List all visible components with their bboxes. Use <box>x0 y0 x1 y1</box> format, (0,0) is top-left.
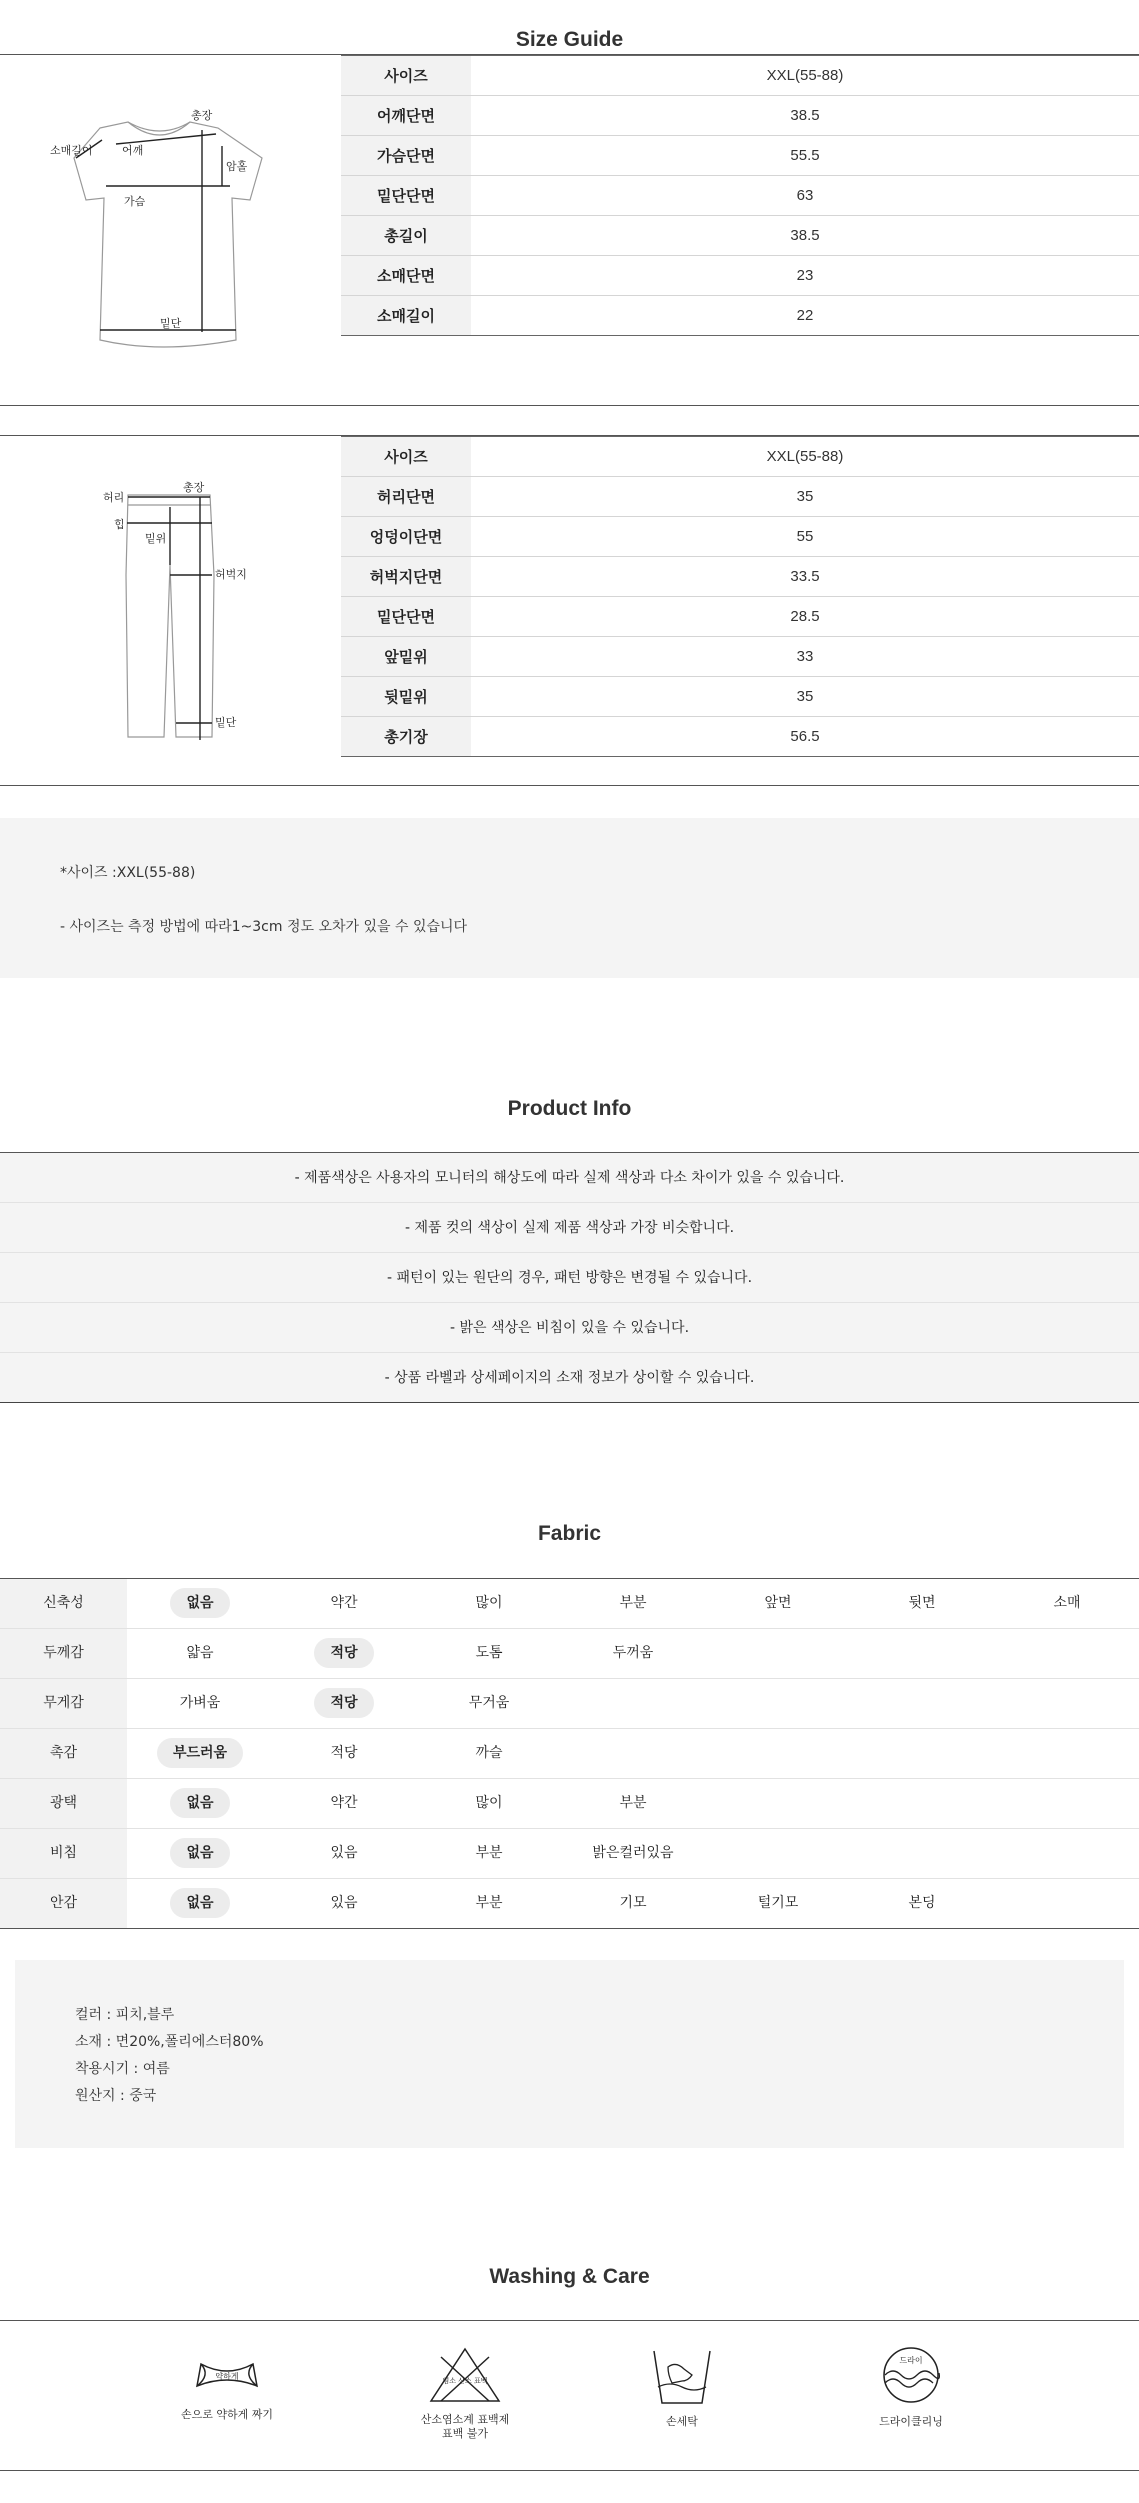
fabric-option: 약간 <box>330 1595 358 1611</box>
fabric-option: 소매 <box>1053 1595 1081 1611</box>
care-label: 손세탁 <box>666 2415 698 2428</box>
diagram-label-rise: 밑위 <box>145 532 167 545</box>
fabric-option: 기모 <box>619 1895 647 1911</box>
diagram-label-hem: 밑단 <box>160 317 182 330</box>
fabric-option-selected: 부드러움 <box>140 1729 260 1778</box>
fabric-option: 밝은컬러있음 <box>592 1845 674 1861</box>
fabric-row <box>0 1729 1139 1779</box>
fabric-row <box>0 1779 1139 1829</box>
table-row: 사이즈 XXL(55-88) <box>341 437 1139 477</box>
diagram-label-chest: 가슴 <box>124 195 146 208</box>
product-info-line: - 상품 라벨과 상세페이지의 소재 정보가 상이할 수 있습니다. <box>0 1353 1139 1403</box>
detail-origin: 원산지 : 중국 <box>75 2088 157 2104</box>
fabric-row <box>0 1879 1139 1929</box>
no-bleach-icon <box>425 2345 505 2405</box>
fabric-option: 부분 <box>475 1895 503 1911</box>
table-row: 소매길이 22 <box>341 296 1139 336</box>
diagram-label-shoulder: 어깨 <box>122 144 144 157</box>
svg-text:드라이: 드라이 <box>899 2356 923 2365</box>
care-label: 산소염소계 표백제 표백 불가 <box>420 2413 510 2440</box>
fabric-option: 부분 <box>619 1795 647 1811</box>
diagram-label-hip: 힙 <box>114 518 125 531</box>
svg-text:염소 산소 표백: 염소 산소 표백 <box>442 2377 488 2385</box>
fabric-row-label: 무게감 <box>0 1679 127 1728</box>
fabric-option-selected: 없음 <box>140 1779 260 1828</box>
diagram-label-hem: 밑단 <box>215 716 237 729</box>
fabric-option: 많이 <box>475 1795 503 1811</box>
detail-color: 컬러 : 피치,블루 <box>75 2007 175 2023</box>
table-row: 사이즈 XXL(55-88) <box>341 56 1139 96</box>
table-row: 어깨단면 38.5 <box>341 96 1139 136</box>
fabric-row-label: 두께감 <box>0 1629 127 1678</box>
fabric-row-label: 촉감 <box>0 1729 127 1778</box>
table-row: 허벅지단면 33.5 <box>341 557 1139 597</box>
product-info-line: - 제품 컷의 색상이 실제 제품 색상과 가장 비슷합니다. <box>0 1203 1139 1253</box>
table-row: 밑단단면 28.5 <box>341 597 1139 637</box>
table-row: 소매단면 23 <box>341 256 1139 296</box>
fabric-row-label: 안감 <box>0 1879 127 1928</box>
product-info-title: Product Info <box>507 1097 632 1120</box>
bottom-size-table <box>341 436 1139 757</box>
size-note: - 사이즈는 측정 방법에 따라1~3cm 정도 오차가 있을 수 있습니다 <box>60 919 468 935</box>
divider <box>0 2470 1139 2471</box>
product-info-line: - 제품색상은 사용자의 모니터의 해상도에 따라 실제 색상과 다소 차이가 있을 수 있습니다. <box>0 1153 1139 1203</box>
fabric-option: 많이 <box>475 1595 503 1611</box>
divider <box>0 2320 1139 2321</box>
fabric-option: 있음 <box>330 1845 358 1861</box>
fabric-option-selected: 적당 <box>284 1629 404 1678</box>
fabric-option-selected: 없음 <box>140 1879 260 1928</box>
divider <box>0 785 1139 786</box>
table-row: 뒷밑위 35 <box>341 677 1139 717</box>
diagram-label-length: 총장 <box>183 481 205 494</box>
fabric-row <box>0 1629 1139 1679</box>
fabric-title: Fabric <box>537 1522 602 1545</box>
hand-wash-icon <box>642 2345 722 2407</box>
product-info-line: - 밝은 색상은 비침이 있을 수 있습니다. <box>0 1303 1139 1353</box>
fabric-row <box>0 1579 1139 1629</box>
care-label: 드라이클리닝 <box>879 2415 943 2428</box>
fabric-option-selected: 없음 <box>140 1829 260 1878</box>
fabric-row <box>0 1829 1139 1879</box>
care-item-wring <box>137 2350 317 2422</box>
fabric-row-label: 광택 <box>0 1779 127 1828</box>
detail-season: 착용시기 : 여름 <box>75 2061 170 2077</box>
gentle-wring-icon <box>187 2350 267 2400</box>
table-row: 총기장 56.5 <box>341 717 1139 757</box>
fabric-option: 무거움 <box>468 1695 510 1711</box>
fabric-option: 본딩 <box>908 1895 936 1911</box>
care-item-dry-clean <box>821 2345 1001 2429</box>
fabric-option: 가벼움 <box>179 1695 221 1711</box>
fabric-option: 얇음 <box>186 1645 214 1661</box>
fabric-row <box>0 1679 1139 1729</box>
fabric-option: 뒷면 <box>908 1595 936 1611</box>
fabric-option: 있음 <box>330 1895 358 1911</box>
fabric-option: 적당 <box>330 1745 358 1761</box>
fabric-option: 앞면 <box>764 1595 792 1611</box>
fabric-option: 부분 <box>475 1845 503 1861</box>
diagram-label-waist: 허리 <box>103 491 125 504</box>
fabric-option: 털기모 <box>757 1895 799 1911</box>
size-note: *사이즈 :XXL(55-88) <box>60 865 196 881</box>
fabric-option-selected: 적당 <box>284 1679 404 1728</box>
fabric-option: 까슬 <box>475 1745 503 1761</box>
diagram-label-thigh: 허벅지 <box>215 568 247 581</box>
top-size-table <box>341 55 1139 336</box>
diagram-label-length: 총장 <box>191 109 213 122</box>
product-info-line: - 패턴이 있는 원단의 경우, 패턴 방향은 변경될 수 있습니다. <box>0 1253 1139 1303</box>
size-guide-title: Size Guide <box>515 28 624 51</box>
fabric-option: 두꺼움 <box>612 1645 654 1661</box>
diagram-label-sleeve: 소매길이 <box>50 144 93 157</box>
svg-text:약하게: 약하게 <box>215 2372 239 2381</box>
dry-clean-icon <box>871 2345 951 2407</box>
fabric-option: 부분 <box>619 1595 647 1611</box>
table-row: 총길이 38.5 <box>341 216 1139 256</box>
fabric-option: 약간 <box>330 1795 358 1811</box>
divider <box>0 1928 1139 1929</box>
table-row: 밑단단면 63 <box>341 176 1139 216</box>
fabric-row-label: 비침 <box>0 1829 127 1878</box>
fabric-detail-box <box>15 1960 1124 2148</box>
table-row: 엉덩이단면 55 <box>341 517 1139 557</box>
detail-material: 소재 : 면20%,폴리에스터80% <box>75 2034 264 2050</box>
care-item-no-bleach <box>375 2345 555 2441</box>
fabric-option: 도톰 <box>475 1645 503 1661</box>
fabric-option-selected: 없음 <box>140 1579 260 1628</box>
table-row: 앞밑위 33 <box>341 637 1139 677</box>
care-label: 손으로 약하게 짜기 <box>180 2408 273 2421</box>
diagram-label-armhole: 암홀 <box>226 160 248 173</box>
care-item-hand-wash <box>592 2345 772 2429</box>
fabric-row-label: 신축성 <box>0 1579 127 1628</box>
table-row: 가슴단면 55.5 <box>341 136 1139 176</box>
table-row: 허리단면 35 <box>341 477 1139 517</box>
washing-title: Washing & Care <box>489 2265 650 2288</box>
size-notes-box <box>0 818 1139 978</box>
divider <box>0 405 1139 406</box>
